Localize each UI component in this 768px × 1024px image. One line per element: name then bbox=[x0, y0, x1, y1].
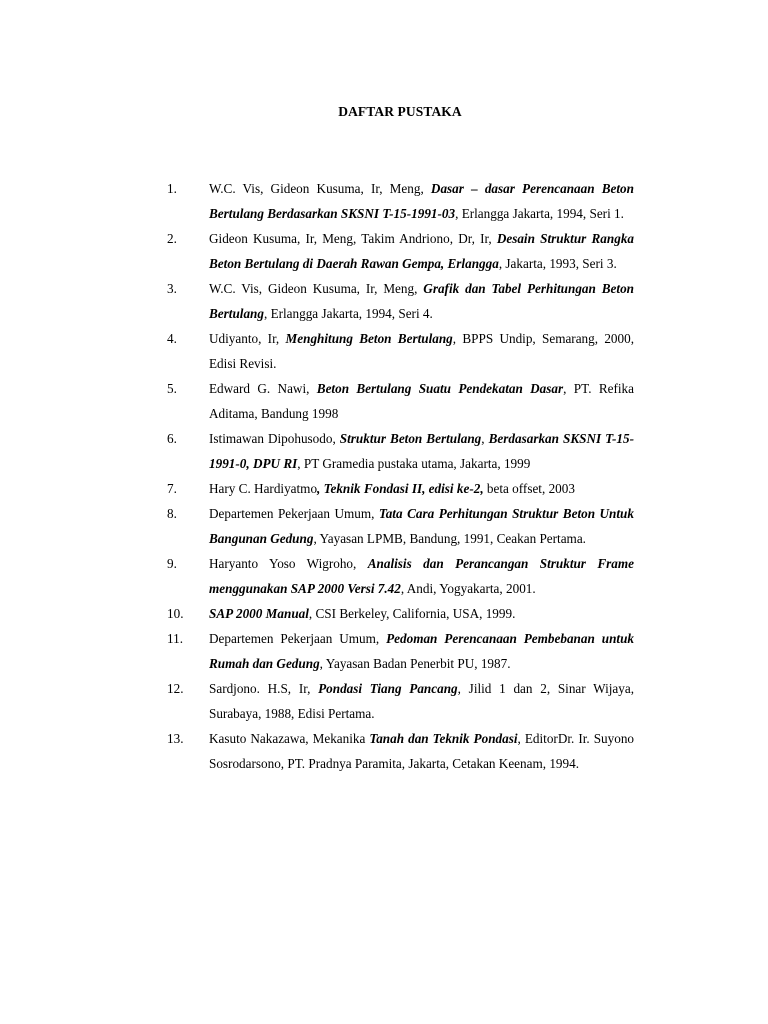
reference-segment: , CSI Berkeley, California, USA, 1999. bbox=[308, 606, 516, 621]
reference-segment: Haryanto Yoso Wigroho, bbox=[209, 556, 368, 571]
reference-text bbox=[209, 176, 634, 226]
reference-title: Pondasi Tiang Pancang bbox=[318, 681, 458, 696]
reference-item bbox=[0, 726, 768, 776]
reference-segment: Udiyanto, Ir, bbox=[209, 331, 286, 346]
reference-item bbox=[0, 276, 768, 326]
reference-text bbox=[209, 501, 634, 551]
reference-number: 5. bbox=[167, 381, 177, 396]
reference-item bbox=[0, 676, 768, 726]
reference-number: 2. bbox=[167, 231, 177, 246]
reference-segment: , Yayasan Badan Penerbit PU, 1987. bbox=[319, 656, 511, 671]
reference-title: Pedoman Perencanaan Pembebanan untuk Rumah dan Gedung bbox=[209, 631, 634, 671]
reference-segment: beta offset, 2003 bbox=[483, 481, 575, 496]
reference-segment: W.C. Vis, Gideon Kusuma, Ir, Meng, bbox=[209, 181, 431, 196]
reference-segment: , Andi, Yogyakarta, 2001. bbox=[400, 581, 536, 596]
reference-segment: Gideon Kusuma, Ir, Meng, Takim Andriono, Dr, Ir, bbox=[209, 231, 497, 246]
reference-segment: Hary C. Hardiyatmo bbox=[209, 481, 318, 496]
reference-list bbox=[0, 176, 768, 776]
reference-number: 1. bbox=[167, 181, 177, 196]
reference-number: 3. bbox=[167, 281, 177, 296]
reference-segment: W.C. Vis, Gideon Kusuma, Ir, Meng, bbox=[209, 281, 424, 296]
reference-text bbox=[209, 676, 634, 726]
reference-title: Struktur Beton Bertulang bbox=[339, 431, 482, 446]
reference-segment: , EditorDr. Ir. Suyono Sosrodarsono, PT. Pradnya Paramita, Jakarta, Cetakan Keenam, 1994. bbox=[209, 731, 635, 771]
reference-item bbox=[0, 476, 768, 501]
reference-segment: , Erlangga Jakarta, 1994, Seri 4. bbox=[263, 306, 433, 321]
reference-title: Tata Cara Perhitungan Struktur Beton Untuk Bangunan Gedung bbox=[209, 506, 634, 546]
reference-item bbox=[0, 426, 768, 476]
reference-number: 6. bbox=[167, 431, 177, 446]
reference-number: 9. bbox=[167, 556, 177, 571]
reference-item bbox=[0, 326, 768, 376]
reference-title: Dasar – dasar Perencanaan Beton Bertulang Berdasarkan SKSNI T-15-1991-03 bbox=[209, 181, 634, 221]
reference-segment: , PT. Refika Aditama, Bandung 1998 bbox=[209, 381, 634, 421]
reference-text bbox=[209, 601, 634, 626]
reference-title: Tanah dan Teknik Pondasi bbox=[369, 731, 518, 746]
reference-segment: Departemen Pekerjaan Umum, bbox=[209, 506, 379, 521]
reference-text bbox=[209, 226, 634, 276]
reference-number: 11. bbox=[167, 631, 183, 646]
reference-item bbox=[0, 501, 768, 551]
reference-number: 7. bbox=[167, 481, 177, 496]
reference-segment: , PT Gramedia pustaka utama, Jakarta, 1999 bbox=[297, 456, 531, 471]
reference-segment: , Jilid 1 dan 2, Sinar Wijaya, Surabaya, 1988, Edisi Pertama. bbox=[209, 681, 635, 721]
reference-number: 8. bbox=[167, 506, 177, 521]
reference-number: 12. bbox=[167, 681, 184, 696]
reference-segment: Departemen Pekerjaan Umum, bbox=[209, 631, 387, 646]
reference-item bbox=[0, 376, 768, 426]
page-title: DAFTAR PUSTAKA bbox=[338, 104, 462, 119]
reference-text bbox=[209, 476, 634, 501]
reference-title: Beton Bertulang Suatu Pendekatan Dasar bbox=[316, 381, 564, 396]
reference-number: 4. bbox=[167, 331, 177, 346]
reference-title: Desain Struktur Rangka Beton Bertulang di Daerah Rawan Gempa, Erlangga bbox=[209, 231, 635, 271]
reference-segment: , Jakarta, 1993, Seri 3. bbox=[498, 256, 617, 271]
reference-segment: , Erlangga Jakarta, 1994, Seri 1. bbox=[455, 206, 624, 221]
reference-segment: Kasuto Nakazawa, Mekanika bbox=[209, 731, 370, 746]
reference-segment: Sardjono. H.S, Ir, bbox=[209, 681, 319, 696]
reference-text bbox=[209, 426, 634, 476]
reference-item bbox=[0, 176, 768, 226]
reference-segment: , bbox=[481, 431, 489, 446]
reference-segment: Edward G. Nawi, bbox=[209, 381, 317, 396]
reference-item bbox=[0, 601, 768, 626]
reference-number: 10. bbox=[167, 606, 184, 621]
reference-text bbox=[209, 551, 634, 601]
reference-text bbox=[209, 276, 634, 326]
reference-item bbox=[0, 226, 768, 276]
reference-text bbox=[209, 326, 634, 376]
reference-segment: Istimawan Dipohusodo, bbox=[209, 431, 340, 446]
reference-text bbox=[209, 626, 634, 676]
reference-text bbox=[209, 726, 634, 776]
reference-item bbox=[0, 551, 768, 601]
reference-text bbox=[209, 376, 634, 426]
reference-segment: , BPPS Undip, Semarang, 2000, Edisi Revisi. bbox=[209, 331, 635, 371]
reference-title: SAP 2000 Manual bbox=[209, 606, 309, 621]
reference-title: Analisis dan Perancangan Struktur Frame menggunakan SAP 2000 Versi 7.42 bbox=[209, 556, 634, 596]
reference-segment: , Yayasan LPMB, Bandung, 1991, Ceakan Pertama. bbox=[313, 531, 586, 546]
reference-title: Berdasarkan SKSNI T-15-1991-0, DPU RI bbox=[209, 431, 634, 471]
reference-title: Menghitung Beton Bertulang bbox=[285, 331, 453, 346]
reference-item bbox=[0, 626, 768, 676]
reference-title: Grafik dan Tabel Perhitungan Beton Bertulang bbox=[209, 281, 634, 321]
reference-number: 13. bbox=[167, 731, 184, 746]
reference-title: , Teknik Fondasi II, edisi ke-2, bbox=[317, 481, 484, 496]
